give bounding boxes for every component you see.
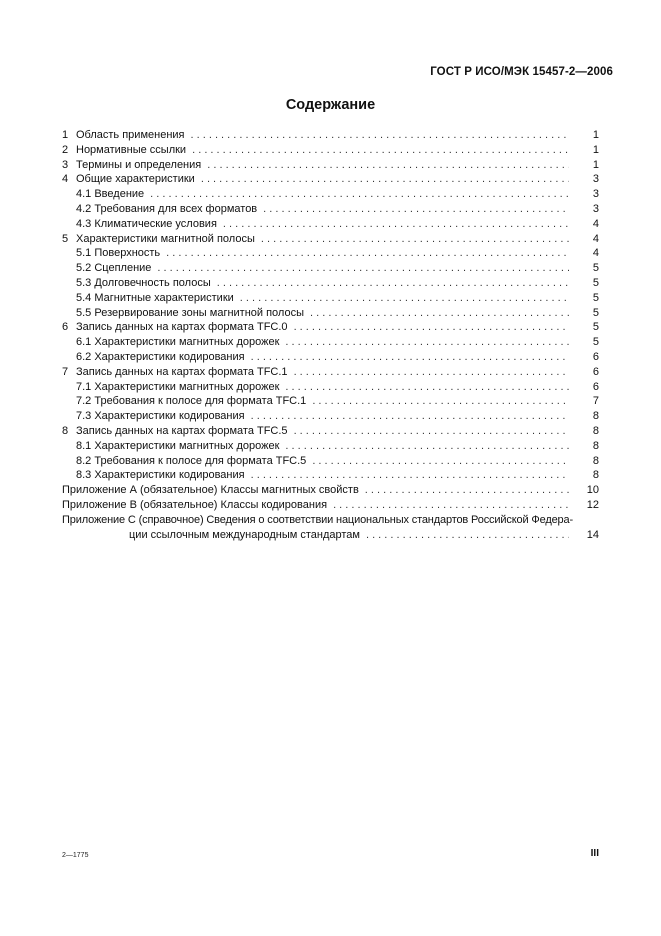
toc-entry-number: 1 (62, 129, 69, 141)
toc-entry-text: 4.3 Климатические условия (76, 217, 217, 230)
toc-entry-page: 5 (592, 276, 599, 289)
toc-entry (62, 276, 599, 291)
toc-entry-page: 3 (592, 188, 599, 201)
toc-entry-page: 6 (592, 365, 599, 378)
toc-entry-text: Приложение С (справочное) Сведения о соответствии национальных стандартов Российской Федера- (62, 513, 574, 526)
toc-entry-label (76, 202, 257, 217)
dot-leader (251, 409, 569, 424)
toc-entry-label (76, 439, 279, 454)
dot-leader (251, 350, 569, 365)
toc-entry-page: 10 (586, 484, 599, 497)
toc-entry (62, 335, 599, 350)
toc-entry-text: 4.2 Требования для всех форматов (76, 202, 258, 215)
print-code: 2—1775 (62, 852, 89, 859)
toc-entry-page: 4 (592, 232, 599, 245)
toc-entry-text: 7.3 Характеристики кодирования (76, 410, 245, 423)
toc-entry-page: 1 (592, 143, 599, 156)
dot-leader (294, 424, 569, 439)
toc-entry-page: 1 (592, 129, 599, 141)
toc-entry (62, 202, 599, 217)
toc-entry-page: 12 (586, 498, 599, 511)
toc-entry-label (62, 424, 288, 439)
dot-leader (251, 468, 569, 483)
toc-entry-text: 5.5 Резервирование зоны магнитной полосы (76, 306, 305, 319)
toc-entry (62, 394, 599, 409)
toc-entry-text: ции ссылочным международным стандартам (129, 528, 360, 541)
dot-leader (285, 439, 569, 454)
toc-entry-label (76, 276, 211, 291)
toc-entry (62, 291, 599, 306)
dot-leader (312, 454, 569, 469)
toc-entry-label (76, 468, 245, 483)
toc-entry-page: 5 (592, 291, 599, 304)
dot-leader (191, 128, 570, 143)
table-of-contents (62, 128, 599, 542)
toc-entry-number: 3 (62, 158, 69, 171)
toc-entry-label (76, 187, 144, 202)
toc-entry-label (76, 335, 279, 350)
toc-entry-label (76, 350, 245, 365)
toc-entry (62, 172, 599, 187)
toc-entry-label (62, 158, 201, 173)
toc-entry (62, 320, 599, 335)
page-title: Содержание (285, 97, 376, 113)
toc-entry (62, 409, 599, 424)
toc-entry-label (76, 246, 160, 261)
toc-entry-text: 6.1 Характеристики магнитных дорожек (76, 336, 280, 349)
toc-entry-text: Запись данных на картах формата TFC.5 (76, 424, 288, 437)
toc-entry-page: 8 (592, 454, 599, 467)
toc-entry (62, 128, 599, 143)
toc-entry-text: 4.1 Введение (76, 188, 145, 201)
dot-leader (312, 394, 569, 409)
toc-entry-text: Характеристики магнитной полосы (76, 232, 255, 245)
toc-entry-label (76, 409, 245, 424)
toc-entry-label (62, 365, 288, 380)
toc-entry-label (76, 394, 306, 409)
toc-entry-label (76, 261, 151, 276)
toc-entry (62, 350, 599, 365)
toc-entry-page: 8 (592, 439, 599, 452)
toc-entry-page: 4 (592, 247, 599, 260)
dot-leader (166, 246, 569, 261)
toc-entry-text: Запись данных на картах формата TFC.1 (76, 365, 288, 378)
toc-entry-text: 8.2 Требования к полосе для формата TFC.5 (76, 454, 307, 467)
toc-entry-continuation (62, 528, 599, 543)
toc-entry (62, 306, 599, 321)
dot-leader (261, 232, 569, 247)
toc-entry-number: 5 (62, 232, 69, 245)
dot-leader (150, 187, 569, 202)
toc-entry-label (62, 172, 195, 187)
document-code: ГОСТ Р ИСО/МЭК 15457-2—2006 (430, 66, 613, 78)
toc-entry-number: 6 (62, 321, 69, 334)
toc-entry-label (62, 498, 327, 513)
toc-entry-page: 8 (592, 410, 599, 423)
dot-leader (263, 202, 569, 217)
toc-entry-page: 5 (592, 321, 599, 334)
toc-entry-number: 8 (62, 424, 69, 437)
toc-entry-text: Запись данных на картах формата TFC.0 (76, 321, 288, 334)
toc-entry (62, 246, 599, 261)
dot-leader (207, 158, 569, 173)
toc-entry-text: Приложение А (обязательное) Классы магнитных свойств (62, 484, 359, 497)
dot-leader (310, 306, 569, 321)
toc-entry-text: 8.3 Характеристики кодирования (76, 469, 245, 482)
toc-entry-label (76, 291, 234, 306)
dot-leader (294, 320, 569, 335)
toc-entry-page: 14 (586, 528, 599, 541)
toc-entry-text: 5.3 Долговечность полосы (76, 276, 211, 289)
toc-entry-number: 2 (62, 143, 69, 156)
toc-entry-text: Общие характеристики (76, 173, 195, 186)
toc-entry-text: 7.2 Требования к полосе для формата TFC.1 (76, 395, 307, 408)
toc-entry-number: 7 (62, 365, 69, 378)
toc-entry (62, 424, 599, 439)
toc-entry-appendix-c (62, 513, 599, 543)
toc-entry (62, 365, 599, 380)
toc-entry (62, 187, 599, 202)
toc-entry-text: 8.1 Характеристики магнитных дорожек (76, 439, 280, 452)
toc-entry-text: 5.1 Поверхность (76, 247, 161, 260)
toc-entry-page: 4 (592, 217, 599, 230)
toc-entry-page: 6 (592, 380, 599, 393)
dot-leader (285, 335, 569, 350)
dot-leader (157, 261, 569, 276)
toc-entry-text: Нормативные ссылки (76, 143, 187, 156)
toc-entry-number: 4 (62, 173, 69, 186)
dot-leader (217, 276, 569, 291)
toc-entry-page: 5 (592, 262, 599, 275)
toc-entry-text: 7.1 Характеристики магнитных дорожек (76, 380, 280, 393)
dot-leader (365, 483, 569, 498)
toc-entry (62, 380, 599, 395)
toc-entry-text: Термины и определения (76, 158, 202, 171)
toc-entry-page: 8 (592, 424, 599, 437)
toc-entry-label (62, 128, 185, 143)
page-number: III (590, 848, 599, 859)
toc-entry-page: 1 (592, 158, 599, 171)
toc-entry-label (76, 454, 306, 469)
dot-leader (366, 528, 569, 543)
toc-entry (62, 217, 599, 232)
toc-entry-page: 3 (592, 202, 599, 215)
toc-entry-text: Область применения (76, 129, 185, 141)
dot-leader (201, 172, 569, 187)
toc-entry-label (62, 143, 186, 158)
toc-entry (62, 498, 599, 513)
toc-entry-text: 6.2 Характеристики кодирования (76, 350, 245, 363)
dot-leader (333, 498, 569, 513)
toc-entry-page: 6 (592, 350, 599, 363)
dot-leader (240, 291, 569, 306)
toc-entry (62, 483, 599, 498)
toc-entry-text: 5.4 Магнитные характеристики (76, 291, 234, 304)
toc-entry-label (76, 380, 279, 395)
toc-entry (62, 158, 599, 173)
toc-entry-page: 7 (592, 395, 599, 408)
dot-leader (192, 143, 569, 158)
toc-entry (62, 454, 599, 469)
toc-entry (62, 439, 599, 454)
toc-entry (62, 143, 599, 158)
toc-entry-page: 5 (592, 336, 599, 349)
toc-entry (62, 261, 599, 276)
dot-leader (223, 217, 569, 232)
toc-entry (62, 232, 599, 247)
toc-entry-label (76, 306, 304, 321)
toc-entry-label (62, 232, 255, 247)
toc-entry-text: Приложение В (обязательное) Классы кодирования (62, 498, 328, 511)
toc-entry-page: 5 (592, 306, 599, 319)
toc-entry (62, 468, 599, 483)
toc-entry-page: 8 (592, 469, 599, 482)
toc-entry-page: 3 (592, 173, 599, 186)
toc-entry-label (62, 483, 359, 498)
toc-entry-label (76, 217, 217, 232)
dot-leader (294, 365, 569, 380)
toc-entry-text: 5.2 Сцепление (76, 262, 152, 275)
dot-leader (285, 380, 569, 395)
toc-entry-label (62, 320, 288, 335)
